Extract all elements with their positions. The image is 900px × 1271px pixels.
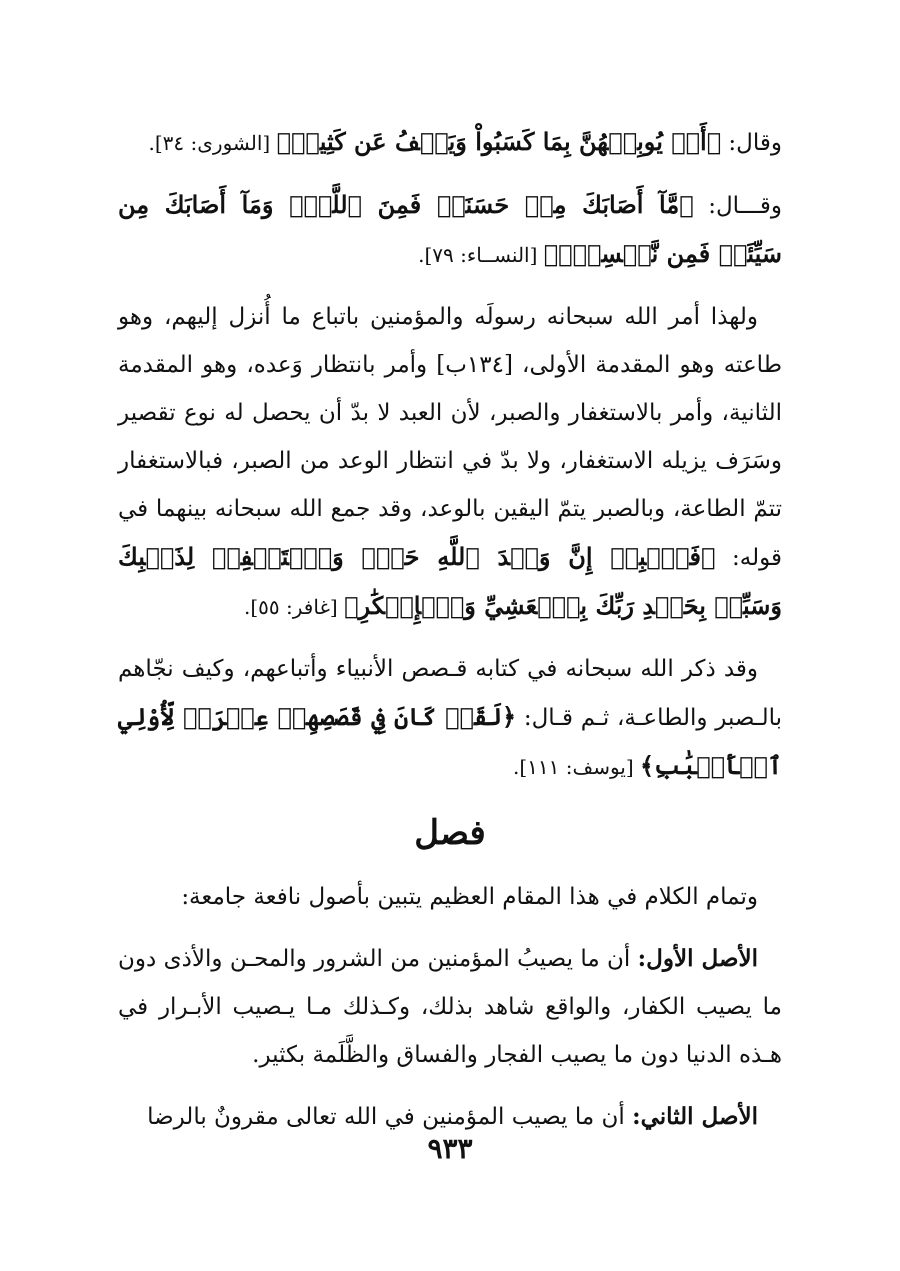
first-principle-text: أن ما يصيبُ المؤمنين من الشرور والمحـن والأذى دون ما يصيب الكفار، والواقع شاهد بذلك، وكـذلك مـا يـصيب الأبـرار في هـذه الدنيا دون ما يصيب الفجار والفساق والظَّلَمة بكثير. bbox=[118, 946, 782, 1068]
paragraph-1 bbox=[118, 118, 782, 167]
paragraph-2 bbox=[118, 181, 782, 279]
paragraph-4 bbox=[118, 645, 782, 791]
quran-verse-nisa-79: ﴿مَّآ أَصَابَكَ مِنۡ حَسَنَةٖ فَمِنَ ٱللَّهِۖ وَمَآ أَصَابَكَ مِن سَيِّئَةٖ فَمِن نَّفۡسِكَۚ﴾ bbox=[118, 190, 782, 268]
paragraph-1-intro: وقال: bbox=[721, 130, 782, 156]
section-title: فصل bbox=[414, 813, 486, 853]
quran-verse-yusuf-111: ﴿لَقَدۡ كَانَ فِي قَصَصِهِمۡ عِبۡرَةٞ لِّأُوْلِي ٱلۡأَلۡبَٰبِ﴾ bbox=[118, 702, 782, 780]
verse-reference: [الشورى: ٣٤]. bbox=[148, 131, 277, 155]
second-principle-heading: الأصل الثاني: bbox=[632, 1103, 758, 1130]
first-principle-heading: الأصل الأول: bbox=[637, 945, 759, 972]
paragraph-2-intro: وقـــال: bbox=[693, 193, 782, 219]
second-principle-text: أن ما يصيب المؤمنين في الله تعالى مقرونٌ بالرضا bbox=[147, 1104, 633, 1130]
paragraph-4-text: وقد ذكر الله سبحانه في كتابه قـصص الأنبياء وأتباعهم، وكيف نجّاهم بالـصبر والطاعـة، ثـم قـال: bbox=[118, 656, 782, 731]
paragraph-6 bbox=[118, 935, 782, 1079]
verse-reference: [غافر: ٥٥]. bbox=[244, 595, 345, 619]
paragraph-5: وتمام الكلام في هذا المقام العظيم يتبين بأصول نافعة جامعة: bbox=[181, 884, 758, 910]
page-number: ٩٣٣ bbox=[427, 1132, 473, 1165]
verse-reference: [النســاء: ٧٩]. bbox=[418, 243, 544, 267]
paragraph-3 bbox=[118, 293, 782, 631]
verse-reference: [يوسف: ١١١]. bbox=[512, 755, 641, 779]
quran-verse-ghafir-55: ﴿فَٱصۡبِرۡ إِنَّ وَعۡدَ ٱللَّهِ حَقّٞ وَٱسۡتَغۡفِرۡ لِذَنۢبِكَ وَسَبِّحۡ بِحَمۡدِ رَبِّكَ بِٱلۡعَشِيِّ وَٱلۡإِبۡكَٰرِ﴾ bbox=[118, 542, 782, 620]
quran-verse-shura-34: ﴿أَوۡ يُوبِقۡهُنَّ بِمَا كَسَبُواْ وَيَعۡفُ عَن كَثِيرٖ﴾ bbox=[276, 127, 722, 156]
paragraph-3-text: ولهذا أمر الله سبحانه رسولَه والمؤمنين باتباع ما أُنزل إليهم، وهو طاعته وهو المقدمة الأولى، [١٣٤ب] وأمر بانتظار وَعده، وهو المقدمة الثانية، وأمر بالاستغفار والصبر، لأن العبد لا بدّ أن يحصل له نوع تقصير وسَرَف يزيله الاستغفار، ولا بدّ في انتظار الوعد من الصبر، فبالاستغفار تتمّ الطاعة، وبالصبر يتمّ اليقين بالوعد، وقد جمع الله سبحانه بينهما في قوله: bbox=[118, 304, 782, 571]
page-body bbox=[118, 118, 782, 1155]
